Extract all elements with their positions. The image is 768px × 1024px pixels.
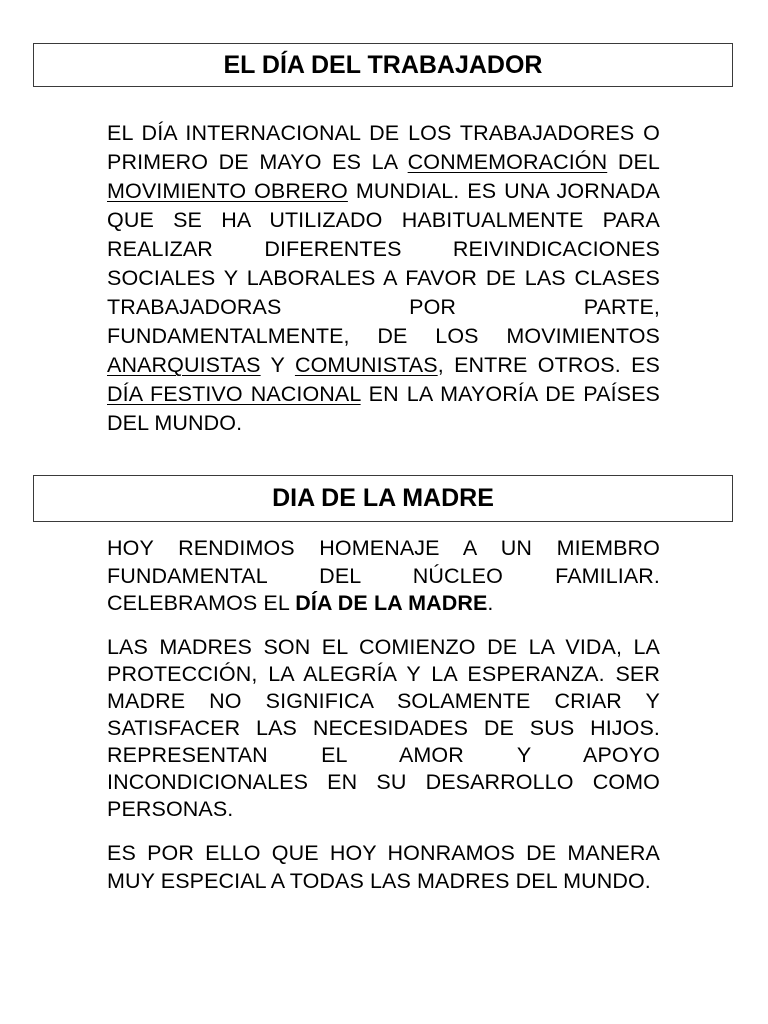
section-title-dia-del-trabajador [33, 43, 733, 87]
link-conmemoracion[interactable]: CONMEMORACIÓN [407, 150, 608, 174]
paragraph-dia-del-trabajador [107, 119, 660, 438]
text-run: HOY RENDIMOS HOMENAJE A UN MIEMBRO FUNDAMENTAL DEL NÚCLEO FAMILIAR. CELEBRAMOS EL [107, 536, 660, 615]
text-run: , ENTRE OTROS. ES [437, 353, 660, 377]
section-title-text: EL DÍA DEL TRABAJADOR [223, 50, 543, 79]
link-dia-festivo-nacional[interactable]: DÍA FESTIVO NACIONAL [107, 382, 361, 406]
paragraph-las-madres: LAS MADRES SON EL COMIENZO DE LA VIDA, LA PROTECCIÓN, LA ALEGRÍA Y LA ESPERANZA. SER MADRE NO SIGNIFICA SOLAMENTE CRIAR Y SATISFACER LAS NECESIDADES DE SUS HIJOS. REPRESENTAN EL AMOR Y APOYO INCONDICIONALES EN SU DESARROLLO COMO PERSONAS. [107, 635, 660, 821]
text-run: EL DÍA INTERNACIONAL DE LOS TRABAJADORES O PRIMERO DE MAYO ES LA [107, 121, 660, 174]
paragraph-homenaje [107, 535, 660, 618]
bold-dia-de-la-madre: DÍA DE LA MADRE [295, 591, 488, 615]
text-run: . [487, 591, 494, 615]
section-title-dia-de-la-madre [33, 475, 733, 522]
text-run: DEL [607, 150, 660, 174]
section-title-text: DIA DE LA MADRE [272, 484, 494, 512]
text-run: Y [260, 353, 295, 377]
text-run: MUNDIAL. ES UNA JORNADA QUE SE HA UTILIZADO HABITUALMENTE PARA REALIZAR DIFERENTES REIVINDICACIONES SOCIALES Y LABORALES A FAVOR DE LAS CLASES TRABAJADORAS POR PARTE, FUNDAMENTALMENTE, DE LOS MOVIMIENTOS [107, 179, 660, 348]
link-comunistas[interactable]: COMUNISTAS [294, 353, 438, 377]
paragraph-honramos: ES POR ELLO QUE HOY HONRAMOS DE MANERA MUY ESPECIAL A TODAS LAS MADRES DEL MUNDO. [107, 841, 660, 893]
link-anarquistas[interactable]: ANARQUISTAS [107, 353, 261, 377]
link-movimiento-obrero[interactable]: MOVIMIENTO OBRERO [107, 179, 348, 203]
text-run: EN LA MAYORÍA DE PAÍSES DEL MUNDO. [107, 382, 660, 435]
